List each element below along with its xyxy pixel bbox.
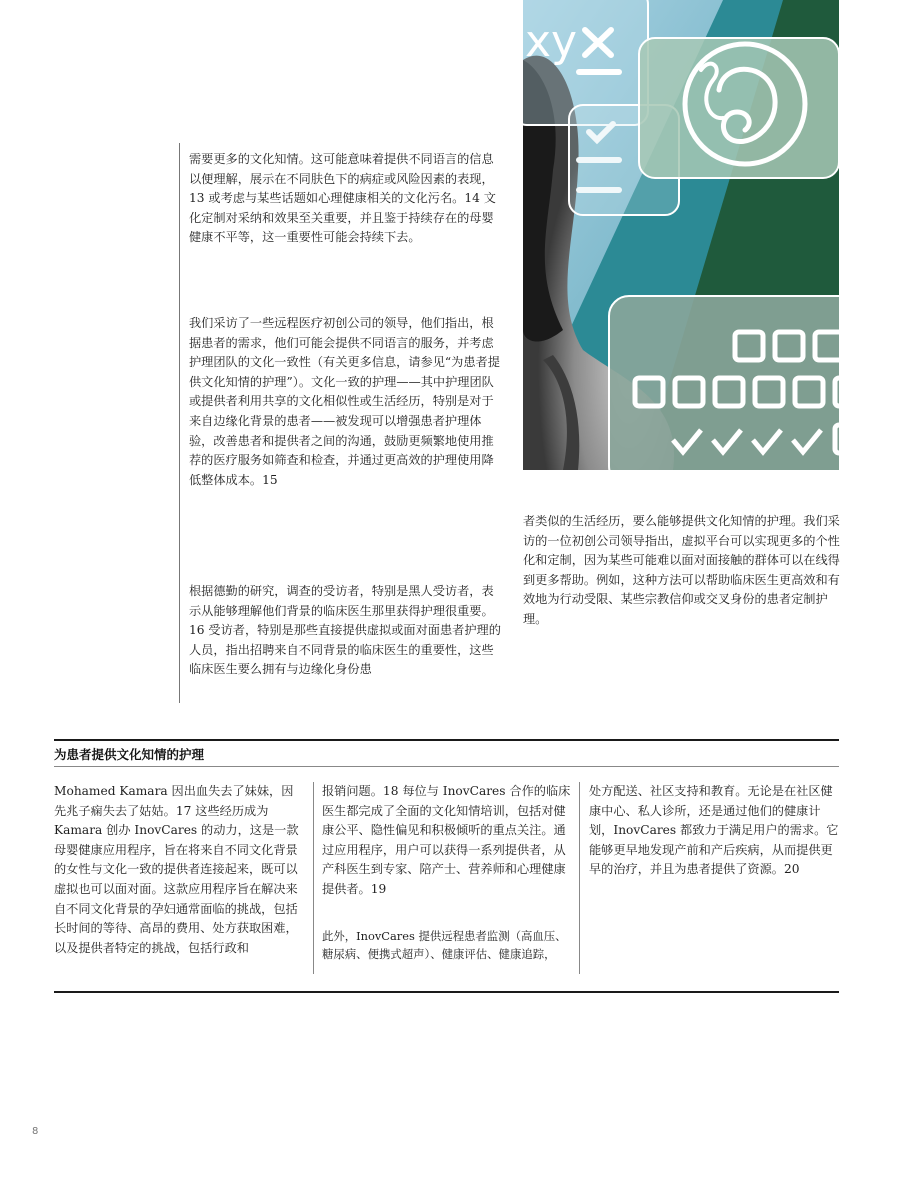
sidebar-column-divider-1	[313, 782, 314, 974]
page-number: 8	[32, 1126, 39, 1137]
sidebar-column-3: 处方配送、社区支持和教育。无论是在社区健康中心、私人诊所，还是通过他们的健康计划，InovCares 都致力于满足用户的需求。它能够更早地发现产前和产后疾病，从而提供更早的治疗，并且为患者提供了资源。20	[589, 784, 839, 877]
body-paragraph-3: 根据德勤的研究，调查的受访者，特别是黑人受访者，表示从能够理解他们背景的临床医生那里获得护理很重要。16 受访者，特别是那些直接提供虚拟或面对面患者护理的人员，指出招聘来自不同背景的临床医生的重要性，这些临床医生要么拥有与边缘化身份患	[189, 584, 501, 677]
hero-illustration	[523, 0, 839, 470]
column-divider-rule	[179, 143, 180, 703]
sidebar-column-2: 报销问题。18 每位与 InovCares 合作的临床医生都完成了全面的文化知情培训，包括对健康公平、隐性偏见和积极倾听的重点关注。通过应用程序，用户可以获得一系列提供者，从产科医生到专家、陪产士、营养师和心理健康提供者。19	[322, 784, 571, 896]
ultrasound-tile	[639, 38, 839, 178]
body-paragraph-1: 需要更多的文化知情。这可能意味着提供不同语言的信息以便理解，展示在不同肤色下的病症或风险因素的表现，13 或考虑与某些话题如心理健康相关的文化污名。14 文化定制对采纳和效果至关重要，并且鉴于持续存在的母婴健康不平等，这一重要性可能会持续下去。	[189, 152, 496, 245]
body-paragraph-4: 者类似的生活经历，要么能够提供文化知情的护理。我们采访的一位初创公司领导指出，虚拟平台可以实现更多的个性化和定制，因为某些可能难以面对面接触的群体可以在线得到更多帮助。例如，这种方法可以帮助临床医生更高效和有效地为行动受限、某些宗教信仰或交叉身份的患者定制护理。	[523, 514, 840, 626]
sidebar-title: 为患者提供文化知情的护理	[54, 747, 205, 762]
body-paragraph-2: 我们采访了一些远程医疗初创公司的领导，他们指出，根据患者的需求，他们可能会提供不同语言的服务，并考虑护理团队的文化一致性（有关更多信息，请参见“为患者提供文化知情的护理”）。文化一致的护理——其中护理团队或提供者利用共享的文化相似性或生活经历，特别是对于来自边缘化背景的患者——被发现可以增强患者护理体验，改善患者和提供者之间的沟通，鼓励更频繁地使用推荐的医疗服务如筛查和检查，并通过更高效的护理使用降低整体成本。15	[189, 316, 500, 487]
illustration-artwork	[523, 0, 839, 470]
sidebar-column-2-note: 此外，InovCares 提供远程患者监测（高血压、糖尿病、便携式超声）、健康评估、健康追踪，	[322, 929, 567, 961]
calendar-tile	[609, 296, 839, 470]
sidebar-column-1: Mohamed Kamara 因出血失去了妹妹，因先兆子痫失去了姑姑。17 这些经历成为 Kamara 创办 InovCares 的动力，这是一款母婴健康应用程序，旨在将来自不同文化背景的女性与文化一致的提供者连接起来，既可以虚拟也可以面对面。这款应用程序旨在解决来自不同文化背景的孕妇通常面临的挑战，包括长时间的等待、高昂的费用、处方获取困难，以及提供者特定的挑战，包括行政和	[54, 784, 299, 955]
sidebar-column-divider-2	[579, 782, 580, 974]
sidebar-top-rule	[54, 739, 839, 741]
sidebar-title-rule	[54, 766, 839, 767]
sidebar-bottom-rule	[54, 991, 839, 993]
letters-glyph: xy	[525, 16, 578, 67]
